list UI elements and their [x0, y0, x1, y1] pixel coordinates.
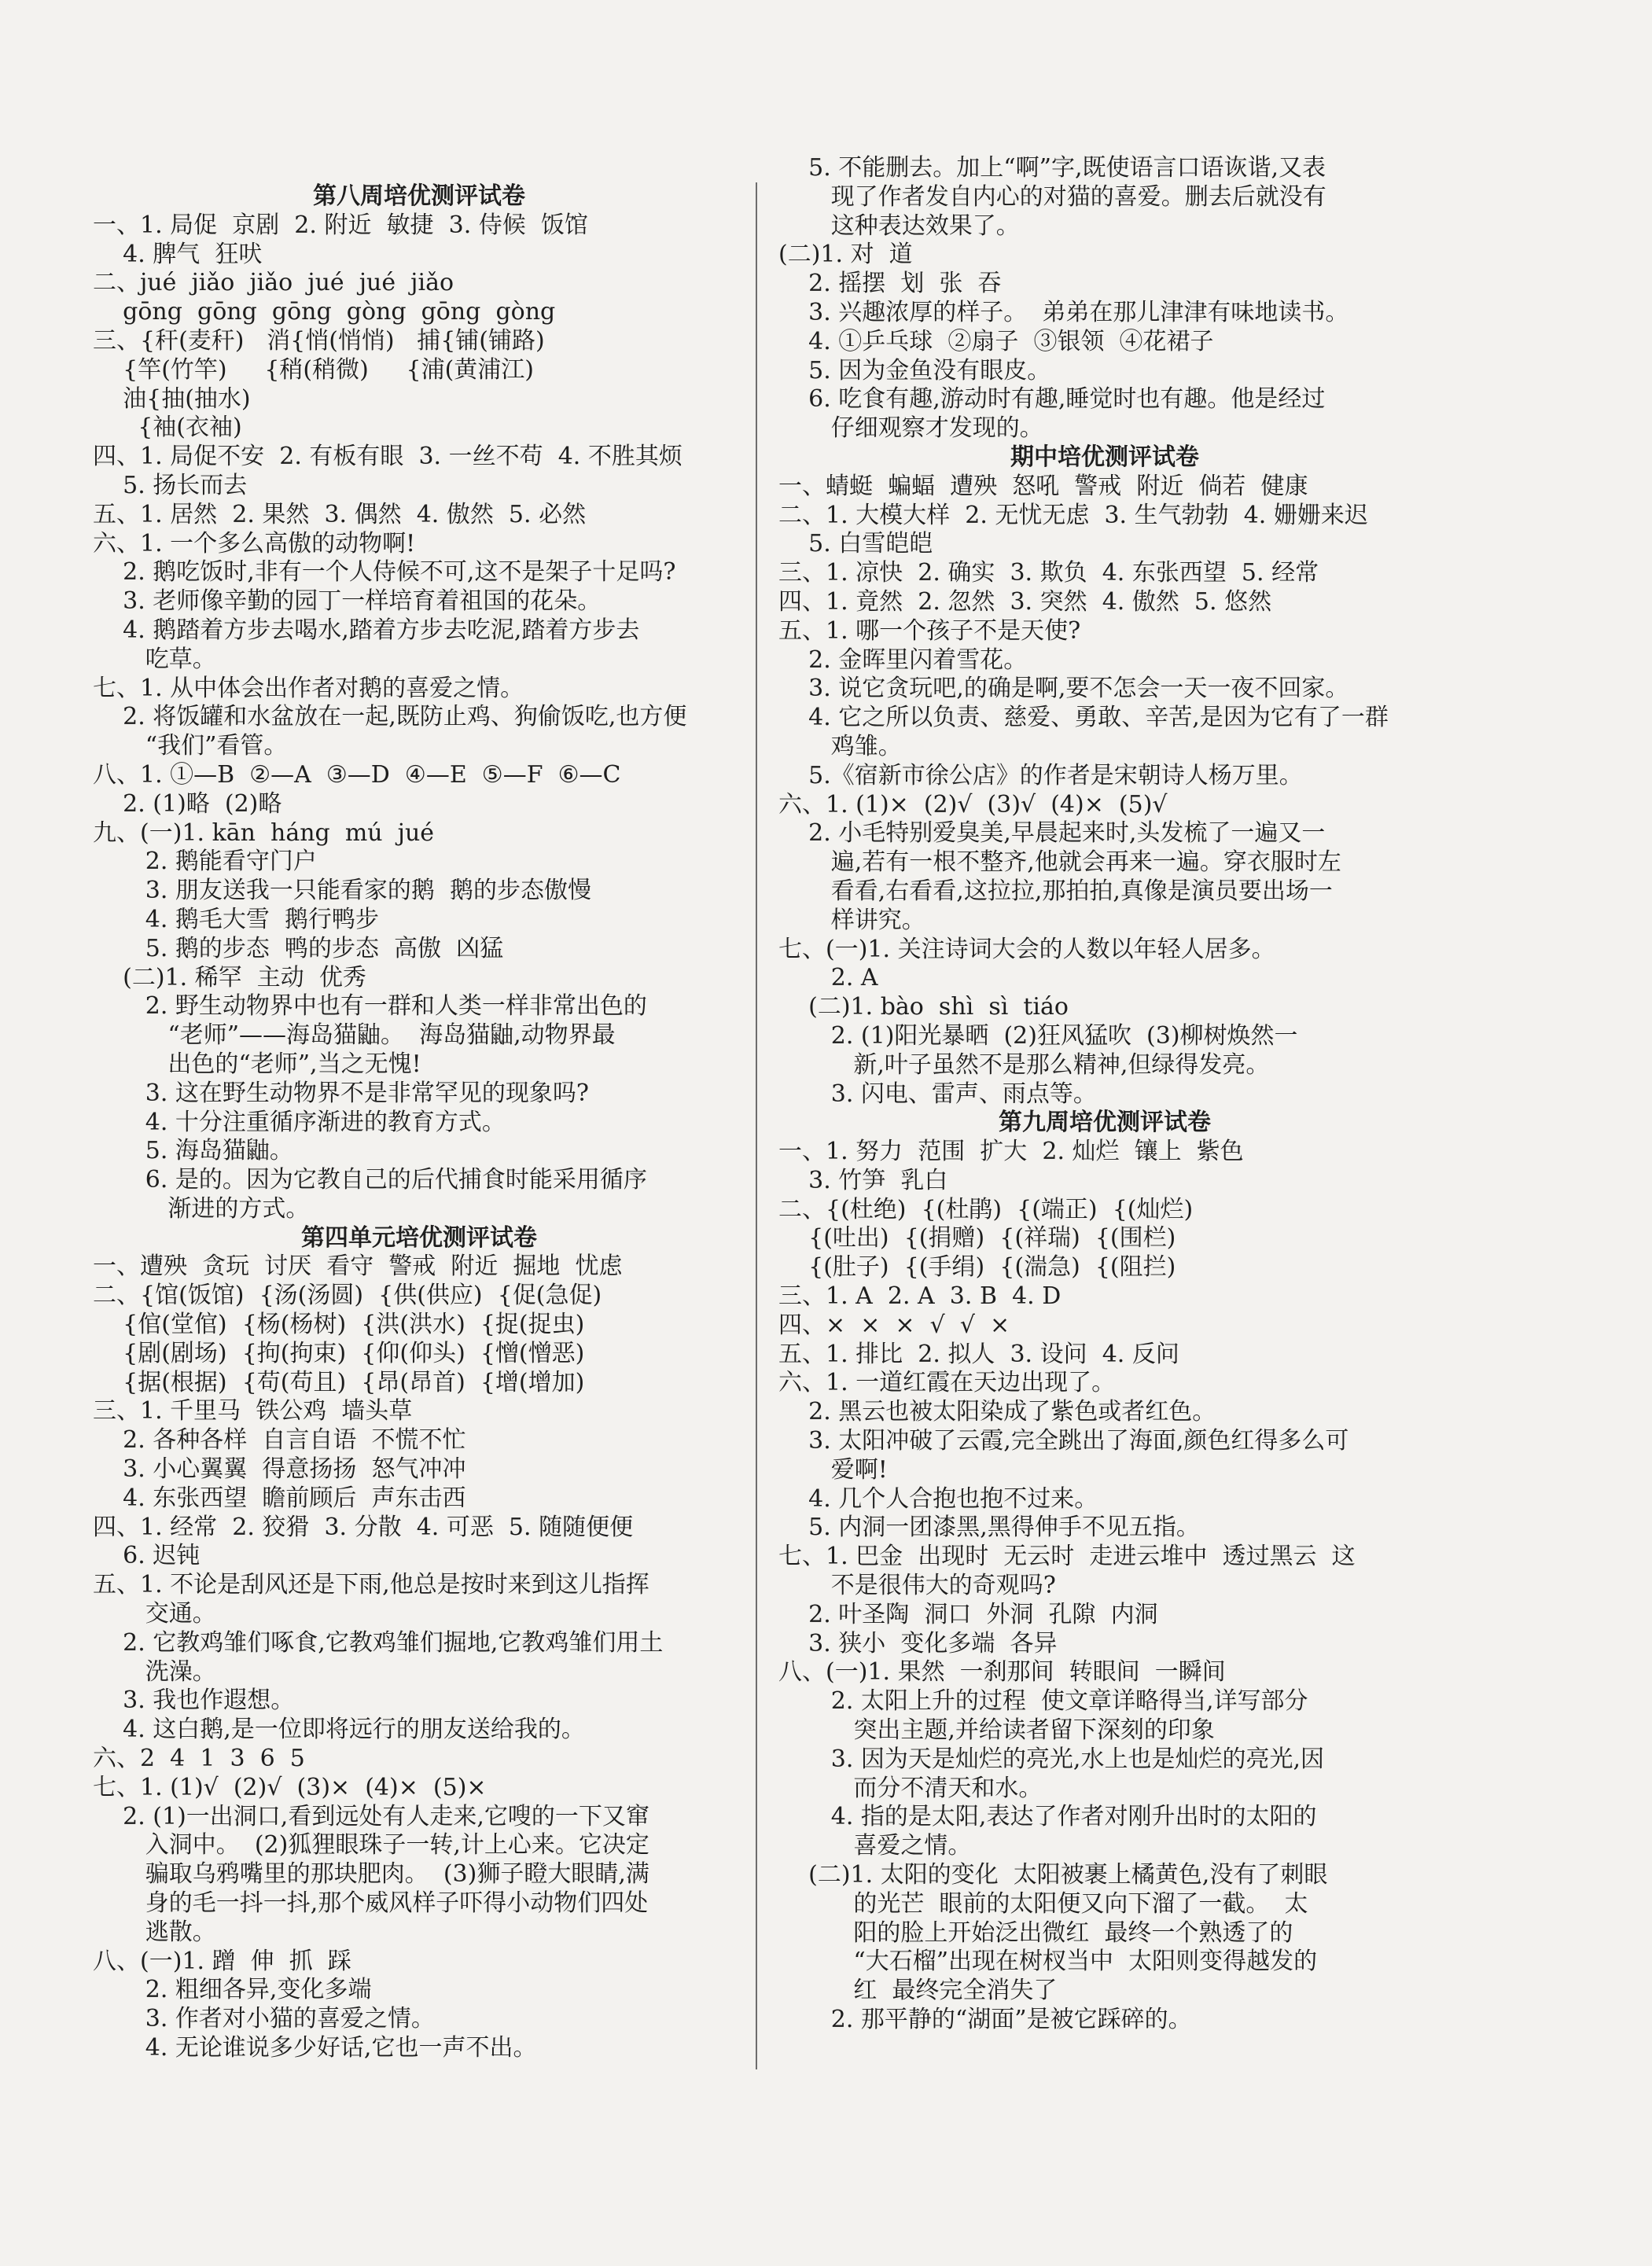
- answer-line: 二、{馆(饭馆) {汤(汤圆) {供(供应) {促(急促): [93, 1282, 602, 1310]
- answer-line: 4. 鹅踏着方步去喝水,踏着方步去吃泥,踏着方步去: [93, 616, 640, 644]
- answer-line: 的光芒 眼前的太阳便又向下溜了一截。 太: [778, 1889, 1308, 1918]
- answer-line: 4. 这白鹅,是一位即将远行的朋友送给我的。: [93, 1716, 585, 1744]
- answer-line: {(吐出) {(捐赠) {(祥瑞) {(围栏): [778, 1224, 1176, 1253]
- answer-line: 2. 野生动物界中也有一群和人类一样非常出色的: [93, 992, 647, 1021]
- answer-line: 八、(一)1. 果然 一刹那间 转眼间 一瞬间: [778, 1658, 1226, 1687]
- answer-line: 九、(一)1. kān háng mú jué: [93, 818, 435, 847]
- answer-line: (二)1. bào shì sì tiáo: [778, 993, 1069, 1021]
- answer-line: (二)1. 对 道: [778, 241, 913, 269]
- answer-line: 5. 不能删去。加上“啊”字,既使语言口语诙谐,又表: [778, 154, 1326, 182]
- answer-line: 七、1. (1)√ (2)√ (3)× (4)× (5)×: [93, 1773, 487, 1801]
- answer-line: 突出主题,并给读者留下深刻的印象: [778, 1716, 1215, 1745]
- answer-line: {倌(堂倌) {杨(杨树) {洪(洪水) {捉(捉虫): [93, 1311, 585, 1339]
- answer-line: 2. A: [778, 964, 878, 992]
- column-divider: [756, 182, 757, 2069]
- answer-line: 2. (1)略 (2)略: [93, 789, 282, 818]
- answer-line: 4. 它之所以负责、慈爱、勇敢、辛苦,是因为它有了一群: [778, 704, 1389, 732]
- answer-line: 2. (1)一出洞口,看到远处有人走来,它嗖的一下又窜: [93, 1802, 649, 1830]
- answer-line: 现了作者发自内心的对猫的喜爱。删去后就没有: [778, 182, 1326, 211]
- answer-line: 骗取乌鸦嘴里的那块肥肉。 (3)狮子瞪大眼睛,满: [93, 1860, 649, 1889]
- answer-line: 洗澡。: [93, 1657, 216, 1686]
- answer-line: 四、1. 经常 2. 狡猾 3. 分散 4. 可恶 5. 随随便便: [93, 1513, 634, 1541]
- answer-line: 4. 鹅毛大雪 鹅行鸭步: [93, 905, 379, 933]
- right-column: [778, 154, 1431, 2035]
- answer-line: 阳的脸上开始泛出微红 最终一个熟透了的: [778, 1918, 1293, 1947]
- answer-line: 2. 金晖里闪着雪花。: [778, 646, 1028, 674]
- answer-line: 2. 各种各样 自言自语 不慌不忙: [93, 1426, 466, 1455]
- answer-line: 新,叶子虽然不是那么精神,但绿得发亮。: [778, 1050, 1270, 1079]
- answer-line: 2. 小毛特别爱臭美,早晨起来时,头发梳了一遍又一: [778, 819, 1326, 848]
- answer-line: 七、(一)1. 关注诗词大会的人数以年轻人居多。: [778, 935, 1275, 963]
- answer-line: 三、1. 千里马 铁公鸡 墙头草: [93, 1397, 413, 1425]
- answer-line: 样讲究。: [778, 906, 925, 934]
- answer-line: 七、1. 巴金 出现时 无云时 走进云堆中 透过黑云 这: [778, 1543, 1356, 1571]
- answer-line: {袖(衣袖): [93, 414, 242, 442]
- answer-line: 逃散。: [93, 1918, 216, 1946]
- answer-line: 3. 竹笋 乳白: [778, 1166, 948, 1194]
- answer-line: 2. (1)阳光暴晒 (2)狂风猛吹 (3)柳树焕然一: [778, 1021, 1298, 1050]
- answer-line: 渐进的方式。: [93, 1194, 310, 1223]
- answer-line: 身的毛一抖一抖,那个威风样子吓得小动物们四处: [93, 1889, 649, 1918]
- answer-line: {剧(剧场) {拘(拘束) {仰(仰头) {憎(憎恶): [93, 1339, 585, 1367]
- section-title: 第八周培优测评试卷: [313, 182, 525, 210]
- section-title: 期中培优测评试卷: [1010, 443, 1199, 471]
- answer-line: 出色的“老师”,当之无愧!: [93, 1050, 421, 1078]
- answer-line: 3. 兴趣浓厚的样子。 弟弟在那儿津津有味地读书。: [778, 298, 1349, 326]
- answer-line: 五、1. 不论是刮风还是下雨,他总是按时来到这儿指挥: [93, 1571, 649, 1599]
- answer-line: 四、1. 局促不安 2. 有板有眼 3. 一丝不苟 4. 不胜其烦: [93, 443, 683, 471]
- answer-line: 二、1. 大模大样 2. 无忧无虑 3. 生气勃勃 4. 姗姗来迟: [778, 501, 1368, 529]
- answer-line: 4. 十分注重循序渐进的教育方式。: [93, 1108, 506, 1136]
- answer-line: 2. 鹅吃饭时,非有一个人侍候不可,这不是架子十足吗?: [93, 558, 676, 587]
- answer-line: 红 最终完全消失了: [778, 1977, 1058, 2005]
- answer-line: 交通。: [93, 1600, 216, 1628]
- answer-line: 3. 老师像辛勤的园丁一样培育着祖国的花朵。: [93, 587, 602, 616]
- answer-line: {竿(竹竿) {稍(稍微) {浦(黄浦江): [93, 355, 534, 384]
- answer-line: 2. 那平静的“湖面”是被它踩碎的。: [778, 2006, 1192, 2033]
- answer-line: 3. 说它贪玩吧,的确是啊,要不怎会一天一夜不回家。: [778, 675, 1349, 703]
- answer-line: 2. 摇摆 划 张 吞: [778, 270, 1002, 298]
- answer-line: 5.《宿新市徐公店》的作者是宋朝诗人杨万里。: [778, 761, 1303, 789]
- answer-line: 2. 它教鸡雏们啄食,它教鸡雏们掘地,它教鸡雏们用土: [93, 1628, 664, 1657]
- answer-line: 油{抽(抽水): [93, 384, 251, 413]
- answer-line: 一、遭殃 贪玩 讨厌 看守 警戒 附近 掘地 忧虑: [93, 1253, 623, 1281]
- answer-line: (二)1. 太阳的变化 太阳被裹上橘黄色,没有了刺眼: [778, 1861, 1328, 1889]
- answer-line: 6. 是的。因为它教自己的后代捕食时能采用循序: [93, 1166, 647, 1194]
- answer-line: 2. 太阳上升的过程 使文章详略得当,详写部分: [778, 1687, 1308, 1716]
- answer-line: 3. 狭小 变化多端 各异: [778, 1629, 1058, 1657]
- answer-line: 四、× × × √ √ ×: [778, 1311, 1010, 1339]
- answer-line: 二、jué jiǎo jiǎo jué jué jiǎo: [93, 269, 454, 297]
- answer-line: 4. 无论谁说多少好话,它也一声不出。: [93, 2034, 537, 2062]
- answer-line: 3. 朋友送我一只能看家的鹅 鹅的步态傲慢: [93, 877, 591, 905]
- answer-line: 3. 因为天是灿烂的亮光,水上也是灿烂的亮光,因: [778, 1745, 1324, 1773]
- answer-line: “大石榴”出现在树杈当中 太阳则变得越发的: [778, 1948, 1318, 1976]
- answer-line: 4. 东张西望 瞻前顾后 声东击西: [93, 1484, 466, 1512]
- answer-line: 3. 这在野生动物界不是非常罕见的现象吗?: [93, 1079, 589, 1107]
- answer-line: 2. 鹅能看守门户: [93, 848, 317, 876]
- answer-line: 6. 迟钝: [93, 1542, 201, 1570]
- answer-line: 入洞中。 (2)狐狸眼珠子一转,计上心来。它决定: [93, 1831, 649, 1860]
- answer-line: 吃草。: [93, 645, 216, 673]
- answer-line: 4. 几个人合抱也抱不过来。: [778, 1484, 1098, 1513]
- answer-line: 3. 作者对小猫的喜爱之情。: [93, 2005, 435, 2033]
- answer-line: (二)1. 稀罕 主动 优秀: [93, 963, 366, 991]
- answer-line: 2. 将饭罐和水盆放在一起,既防止鸡、狗偷饭吃,也方便: [93, 703, 687, 731]
- answer-line: 二、{(杜绝) {(杜鹃) {(端正) {(灿烂): [778, 1195, 1194, 1223]
- answer-line: 五、1. 排比 2. 拟人 3. 设问 4. 反问: [778, 1340, 1179, 1368]
- answer-line: 5. 扬长而去: [93, 471, 248, 499]
- answer-line: 不是很伟大的奇观吗?: [778, 1572, 1056, 1600]
- answer-line: 六、2 4 1 3 6 5: [93, 1745, 305, 1773]
- answer-line: {据(根据) {苟(苟且) {昂(昂首) {增(增加): [93, 1368, 585, 1396]
- answer-line: 3. 我也作遐想。: [93, 1687, 295, 1715]
- answer-line: 鸡雏。: [778, 732, 902, 760]
- answer-line: 遍,若有一根不整齐,他就会再来一遍。穿衣服时左: [778, 848, 1341, 877]
- answer-line: 三、1. A 2. A 3. B 4. D: [778, 1282, 1061, 1311]
- answer-line: 八、(一)1. 蹭 伸 抓 踩: [93, 1947, 351, 1975]
- section-title: 第九周培优测评试卷: [999, 1109, 1211, 1137]
- section-title: 第四单元培优测评试卷: [301, 1223, 537, 1252]
- answer-line: 六、1. (1)× (2)√ (3)√ (4)× (5)√: [778, 790, 1168, 818]
- answer-line: 六、1. 一个多么高傲的动物啊!: [93, 529, 416, 557]
- answer-line: 5. 海岛猫鼬。: [93, 1137, 293, 1165]
- answer-line: 4. 脾气 狂吠: [93, 240, 263, 268]
- answer-line: 一、1. 努力 范围 扩大 2. 灿烂 镶上 紫色: [778, 1138, 1244, 1166]
- answer-line: 3. 太阳冲破了云霞,完全跳出了海面,颜色红得多么可: [778, 1427, 1349, 1455]
- answer-line: 5. 白雪皑皑: [778, 530, 933, 558]
- answer-line: 3. 小心翼翼 得意扬扬 怒气冲冲: [93, 1455, 466, 1484]
- left-column: [93, 182, 745, 2063]
- answer-line: 这种表达效果了。: [778, 212, 1020, 240]
- answer-line: {(肚子) {(手绢) {(湍急) {(阻拦): [778, 1253, 1176, 1282]
- answer-line: 4. 指的是太阳,表达了作者对刚升出时的太阳的: [778, 1803, 1317, 1831]
- answer-line: 五、1. 哪一个孩子不是天使?: [778, 616, 1081, 645]
- answer-line: 三、1. 凉快 2. 确实 3. 欺负 4. 东张西望 5. 经常: [778, 559, 1319, 587]
- answer-line: “老师”——海岛猫鼬。 海岛猫鼬,动物界最: [93, 1021, 616, 1050]
- answer-line: 而分不清天和水。: [778, 1774, 1043, 1802]
- answer-line: 爱啊!: [778, 1455, 888, 1484]
- answer-line: 5. 因为金鱼没有眼皮。: [778, 356, 1051, 384]
- answer-line: 仔细观察才发现的。: [778, 414, 1043, 443]
- answer-line: 一、蜻蜓 蝙蝠 遭殃 怒吼 警戒 附近 倘若 健康: [778, 472, 1308, 500]
- answer-line: gōng gōng gōng gòng gōng gòng: [93, 298, 556, 326]
- answer-line: 2. 黑云也被太阳染成了紫色或者红色。: [778, 1398, 1216, 1426]
- answer-line: 看看,右看看,这拉拉,那拍拍,真像是演员要出场一: [778, 877, 1333, 905]
- answer-line: 6. 吃食有趣,游动时有趣,睡觉时也有趣。他是经过: [778, 385, 1326, 414]
- answer-line: 八、1. ①—B ②—A ③—D ④—E ⑤—F ⑥—C: [93, 760, 621, 789]
- answer-line: 喜爱之情。: [778, 1832, 972, 1860]
- answer-line: 一、1. 局促 京剧 2. 附近 敏捷 3. 侍候 饭馆: [93, 211, 588, 239]
- answer-line: 2. 叶圣陶 洞口 外洞 孔隙 内洞: [778, 1600, 1158, 1628]
- answer-line: 七、1. 从中体会出作者对鹅的喜爱之情。: [93, 674, 524, 702]
- answer-line: 3. 闪电、雷声、雨点等。: [778, 1080, 1097, 1108]
- answer-line: 六、1. 一道红霞在天边出现了。: [778, 1369, 1116, 1397]
- answer-line: 5. 鹅的步态 鸭的步态 高傲 凶猛: [93, 934, 504, 962]
- answer-line: 4. ①乒乓球 ②扇子 ③银领 ④花裙子: [778, 327, 1214, 355]
- answer-line: 四、1. 竟然 2. 忽然 3. 突然 4. 傲然 5. 悠然: [778, 587, 1272, 616]
- answer-line: 五、1. 居然 2. 果然 3. 偶然 4. 傲然 5. 必然: [93, 500, 587, 528]
- answer-line: 2. 粗细各异,变化多端: [93, 1976, 372, 2004]
- answer-line: “我们”看管。: [93, 732, 288, 760]
- answer-line: 三、{秆(麦秆) 消{悄(悄悄) 捕{铺(铺路): [93, 326, 545, 355]
- answer-line: 5. 内洞一团漆黑,黑得伸手不见五指。: [778, 1514, 1200, 1542]
